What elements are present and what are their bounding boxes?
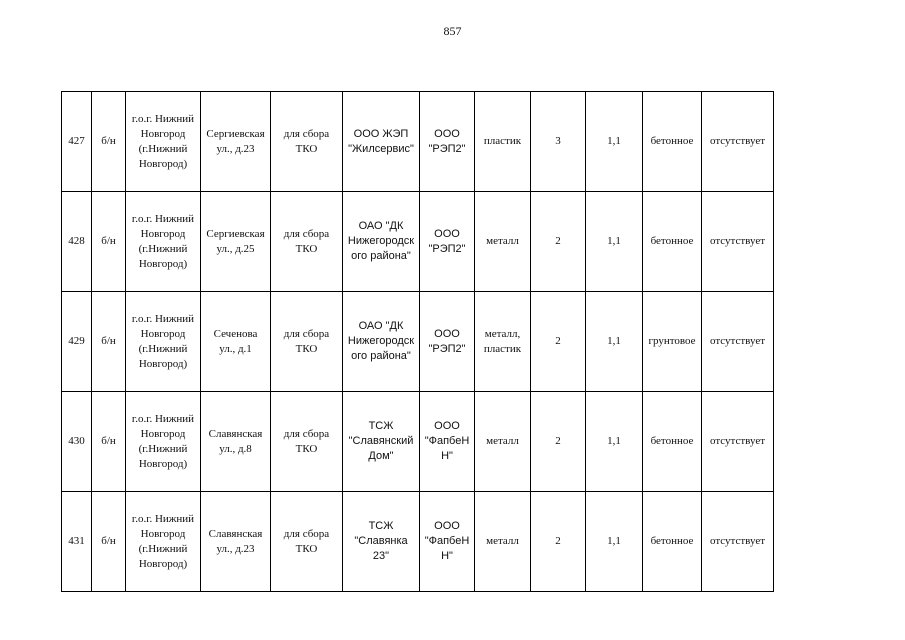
table-row [62,492,774,592]
cell-container-volume: 1,1 [586,92,643,192]
cell-number: 430 [62,392,92,492]
cell-line: "РЭП2" [428,142,466,155]
cell-surface-type: бетонное [643,392,702,492]
cell-purpose [271,492,343,592]
cell-line: Славянская [208,427,263,440]
cell-fence: отсутствует [702,192,774,292]
cell-fence: отсутствует [702,92,774,192]
cell-line: ООО [434,227,460,240]
cell-surface-type: бетонное [643,92,702,192]
cell-line: (г.Нижний [138,342,188,355]
cell-container-count: 2 [531,292,586,392]
cell-line: ул., д.25 [216,242,255,255]
cell-line: ул., д.1 [219,342,252,355]
cell-container-count: 3 [531,92,586,192]
cell-number: 428 [62,192,92,292]
cell-line: Н" [441,450,453,462]
cell-line: Новгород) [138,257,188,270]
cell-line: Сергиевская [206,127,265,140]
cell-purpose [271,192,343,292]
cell-line: ул., д.23 [216,542,255,555]
cell-owner [343,92,420,192]
cell-line: ого района" [351,350,411,362]
cell-operator [420,92,475,192]
cell-line: ООО ЖЭП [353,127,409,140]
cell-locality [126,92,201,192]
cell-container-volume: 1,1 [586,292,643,392]
cell-fence: отсутствует [702,492,774,592]
cell-line: Новгород [140,327,186,340]
cell-purpose [271,92,343,192]
cell-line: (г.Нижний [138,542,188,555]
cell-locality [126,392,201,492]
cell-container-count: 2 [531,392,586,492]
cell-operator [420,392,475,492]
cell-operator [420,292,475,392]
cell-line: Дом" [368,450,394,462]
table-row [62,92,774,192]
cell-registry-mark: б/н [92,192,126,292]
cell-address [201,92,271,192]
cell-line: "Славянка [354,535,408,547]
cell-number: 431 [62,492,92,592]
cell-container-material: пластик [475,92,531,192]
cell-registry-mark: б/н [92,292,126,392]
cell-number: 429 [62,292,92,392]
cell-line: ОАО "ДК [358,220,404,232]
cell-line: Новгород) [138,557,188,570]
cell-line: Новгород [140,427,186,440]
cell-surface-type: бетонное [643,492,702,592]
cell-container-volume: 1,1 [586,492,643,592]
cell-line: ООО [434,420,460,432]
cell-line: ТКО [295,142,318,155]
cell-line: ООО [434,327,460,340]
cell-owner [343,492,420,592]
cell-line: "ФапбеН [424,435,470,447]
cell-fence: отсутствует [702,292,774,392]
cell-line: Новгород [140,127,186,140]
cell-line: (г.Нижний [138,142,188,155]
cell-line: "РЭП2" [428,342,466,355]
cell-line: ого района" [351,250,411,262]
cell-surface-type: бетонное [643,192,702,292]
cell-line: для сбора [283,527,330,540]
cell-owner [343,392,420,492]
cell-line: Славянская [208,527,263,540]
cell-line: 23" [372,550,390,562]
cell-address [201,392,271,492]
cell-line: ТКО [295,342,318,355]
cell-line: ОАО "ДК [358,320,404,332]
cell-purpose [271,392,343,492]
cell-line: для сбора [283,427,330,440]
cell-line: "Славянский [348,435,414,447]
cell-line: ТСЖ [368,520,394,532]
table-row [62,392,774,492]
cell-container-material: металл [475,192,531,292]
cell-line: ул., д.8 [219,442,252,455]
cell-registry-mark: б/н [92,492,126,592]
cell-operator [420,492,475,592]
page-number: 857 [443,24,462,38]
cell-line: г.о.г. Нижний [131,412,195,425]
cell-line: "ФапбеН [424,535,470,547]
cell-container-volume: 1,1 [586,192,643,292]
cell-locality [126,192,201,292]
cell-line: "РЭП2" [428,242,466,255]
cell-container-volume: 1,1 [586,392,643,492]
cell-line: г.о.г. Нижний [131,212,195,225]
cell-line: Нижегородск [347,235,415,247]
cell-owner [343,292,420,392]
cell-line: для сбора [283,227,330,240]
cell-line: Нижегородск [347,335,415,347]
cell-registry-mark: б/н [92,392,126,492]
cell-line: ООО [434,520,460,532]
cell-container-material: металл, пластик [475,292,531,392]
cell-line: Новгород [140,227,186,240]
table-row [62,192,774,292]
cell-container-count: 2 [531,492,586,592]
cell-line: ТСЖ [368,420,394,432]
cell-line: г.о.г. Нижний [131,112,195,125]
cell-line: для сбора [283,127,330,140]
cell-line: Сергиевская [206,227,265,240]
waste-site-registry-table [61,91,774,592]
cell-surface-type: грунтовое [643,292,702,392]
cell-registry-mark: б/н [92,92,126,192]
cell-line: Новгород) [138,457,188,470]
cell-line: Новгород [140,527,186,540]
cell-locality [126,492,201,592]
table-row [62,292,774,392]
cell-line: ООО [434,127,460,140]
cell-line: г.о.г. Нижний [131,512,195,525]
cell-fence: отсутствует [702,392,774,492]
cell-locality [126,292,201,392]
cell-address [201,192,271,292]
cell-line: ТКО [295,242,318,255]
cell-operator [420,192,475,292]
cell-line: (г.Нижний [138,242,188,255]
cell-line: для сбора [283,327,330,340]
cell-address [201,292,271,392]
cell-owner [343,192,420,292]
cell-line: Новгород) [138,157,188,170]
cell-line: "Жилсервис" [348,142,414,155]
cell-line: Сеченова [213,327,258,340]
cell-container-count: 2 [531,192,586,292]
cell-purpose [271,292,343,392]
cell-line: ТКО [295,442,318,455]
cell-line: г.о.г. Нижний [131,312,195,325]
cell-container-material: металл [475,392,531,492]
cell-number: 427 [62,92,92,192]
cell-line: Новгород) [138,357,188,370]
cell-line: (г.Нижний [138,442,188,455]
cell-address [201,492,271,592]
cell-line: ТКО [295,542,318,555]
cell-container-material: металл [475,492,531,592]
cell-line: Н" [441,550,453,562]
cell-line: ул., д.23 [216,142,255,155]
table-body [62,92,774,592]
